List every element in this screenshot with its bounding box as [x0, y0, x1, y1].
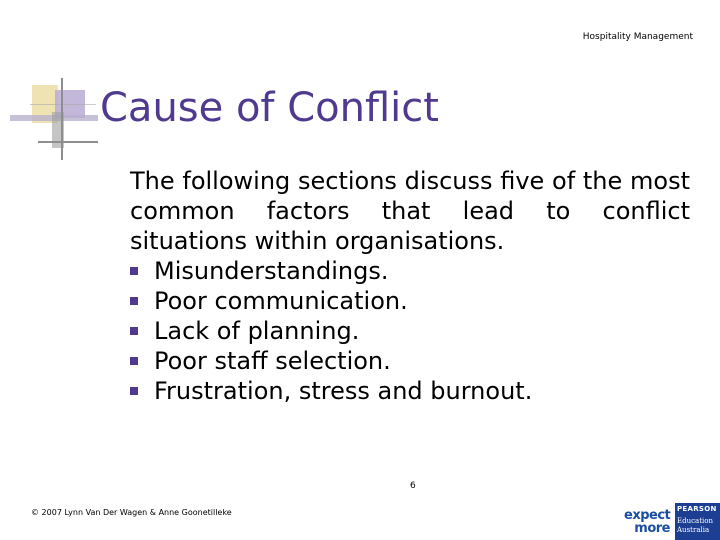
pearson-name: PEARSON	[677, 505, 717, 513]
header-text: Hospitality Management	[582, 32, 693, 42]
list-item	[130, 376, 690, 406]
pearson-logo	[675, 503, 720, 540]
list-item	[130, 256, 690, 286]
page-number: 6	[410, 481, 416, 491]
list-item-text: Poor communication.	[154, 287, 408, 315]
australia-text: Australia	[677, 526, 710, 534]
pearson-education	[677, 517, 713, 535]
square-bullet-icon	[130, 267, 138, 275]
slide-title: Cause of Conflict	[100, 85, 439, 131]
list-item-text: Frustration, stress and burnout.	[154, 377, 533, 405]
slide-body	[130, 166, 690, 406]
square-bullet-icon	[130, 297, 138, 305]
square-bullet-icon	[130, 357, 138, 365]
deco-line-vertical	[61, 78, 63, 160]
deco-line-horizontal	[38, 141, 98, 143]
education-text: Education	[677, 517, 713, 525]
list-item-text: Poor staff selection.	[154, 347, 391, 375]
list-item	[130, 316, 690, 346]
list-item	[130, 346, 690, 376]
deco-line-thin	[30, 104, 96, 105]
list-item-text: Lack of planning.	[154, 317, 360, 345]
expect-text: expect	[624, 508, 671, 523]
more-text: more	[634, 521, 670, 536]
square-bullet-icon	[130, 327, 138, 335]
footer-copyright: © 2007 Lynn Van Der Wagen & Anne Goonetilleke	[31, 508, 232, 517]
bullet-list	[130, 256, 690, 406]
list-item	[130, 286, 690, 316]
intro-paragraph: The following sections discuss five of the most common factors that lead to conflict situations within organisations.	[130, 167, 690, 255]
publisher-logo	[624, 503, 720, 540]
square-bullet-icon	[130, 387, 138, 395]
expect-more-logo	[624, 509, 670, 535]
list-item-text: Misunderstandings.	[154, 257, 389, 285]
